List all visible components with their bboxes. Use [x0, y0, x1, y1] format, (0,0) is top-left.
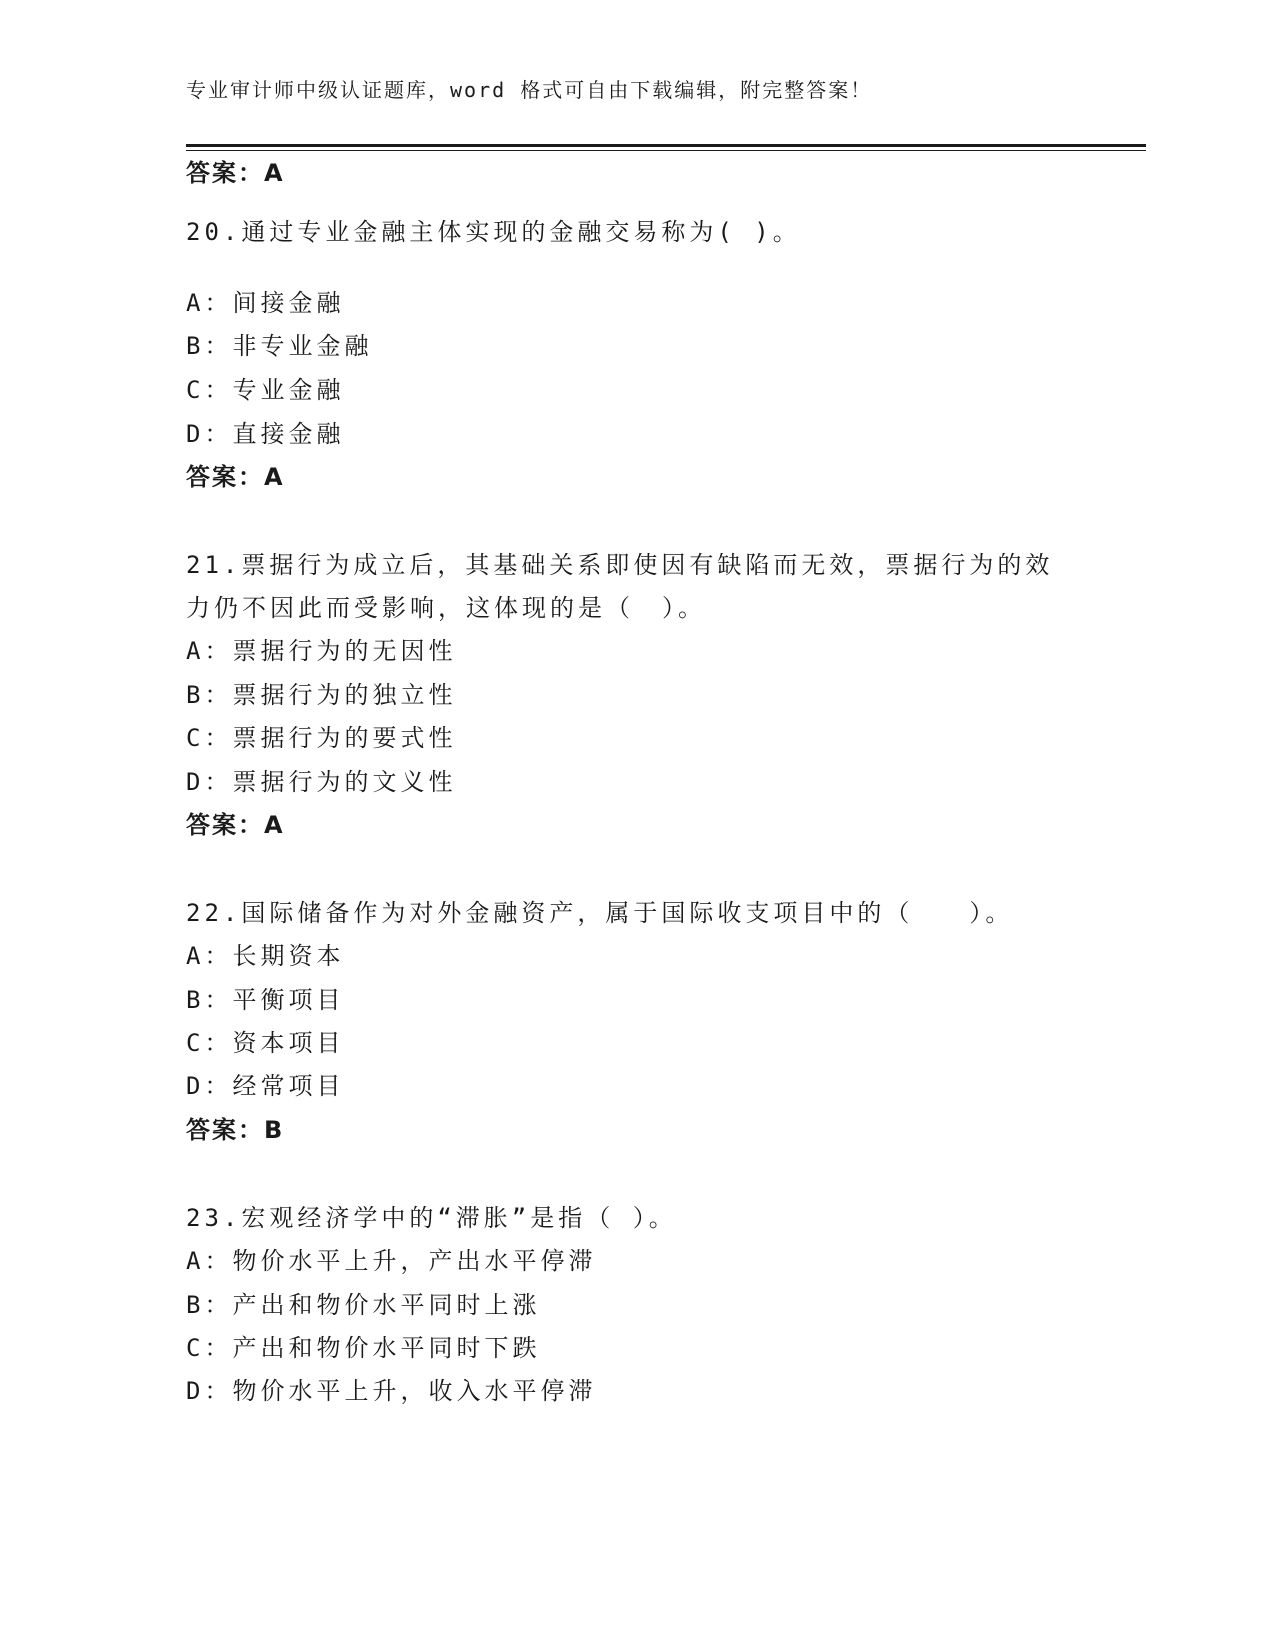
question-21-answer: 答案：A — [186, 811, 285, 839]
question-23-option-a: A：物价水平上升，产出水平停滞 — [186, 1247, 597, 1275]
question-21-option-c: C：票据行为的要式性 — [186, 724, 457, 752]
question-22-option-d: D：经常项目 — [186, 1072, 345, 1100]
question-23-option-c: C：产出和物价水平同时下跌 — [186, 1334, 541, 1362]
header-rule-thin — [186, 150, 1146, 151]
question-20-stem: 20.通过专业金融主体实现的金融交易称为( )。 — [186, 218, 801, 246]
question-20-option-c: C：专业金融 — [186, 376, 345, 404]
question-21-option-a: A：票据行为的无因性 — [186, 637, 457, 665]
question-22-option-a: A：长期资本 — [186, 942, 345, 970]
question-21-stem-line-2: 力仍不因此而受影响，这体现的是（ ）。 — [186, 594, 706, 622]
question-21-option-b: B：票据行为的独立性 — [186, 681, 457, 709]
page-header: 专业审计师中级认证题库，word 格式可自由下载编辑，附完整答案！ — [186, 78, 873, 102]
header-rule-thick — [186, 144, 1146, 147]
question-21-stem-line-1: 21.票据行为成立后，其基础关系即使因有缺陷而无效，票据行为的效 — [186, 551, 1054, 579]
question-22-option-b: B：平衡项目 — [186, 986, 345, 1014]
question-23-option-b: B：产出和物价水平同时上涨 — [186, 1291, 541, 1319]
question-23-stem: 23.宏观经济学中的“滞胀”是指（ ）。 — [186, 1204, 677, 1232]
question-23-option-d: D：物价水平上升，收入水平停滞 — [186, 1377, 597, 1405]
question-20-option-d: D：直接金融 — [186, 420, 345, 448]
question-22-answer: 答案：B — [186, 1116, 285, 1144]
question-21-option-d: D：票据行为的文义性 — [186, 768, 457, 796]
previous-answer: 答案：A — [186, 159, 285, 187]
question-22-stem: 22.国际储备作为对外金融资产，属于国际收支项目中的（ ）。 — [186, 899, 1014, 927]
question-20-answer: 答案：A — [186, 463, 285, 491]
question-22-option-c: C：资本项目 — [186, 1029, 345, 1057]
question-20-option-a: A：间接金融 — [186, 289, 345, 317]
question-20-option-b: B：非专业金融 — [186, 332, 373, 360]
